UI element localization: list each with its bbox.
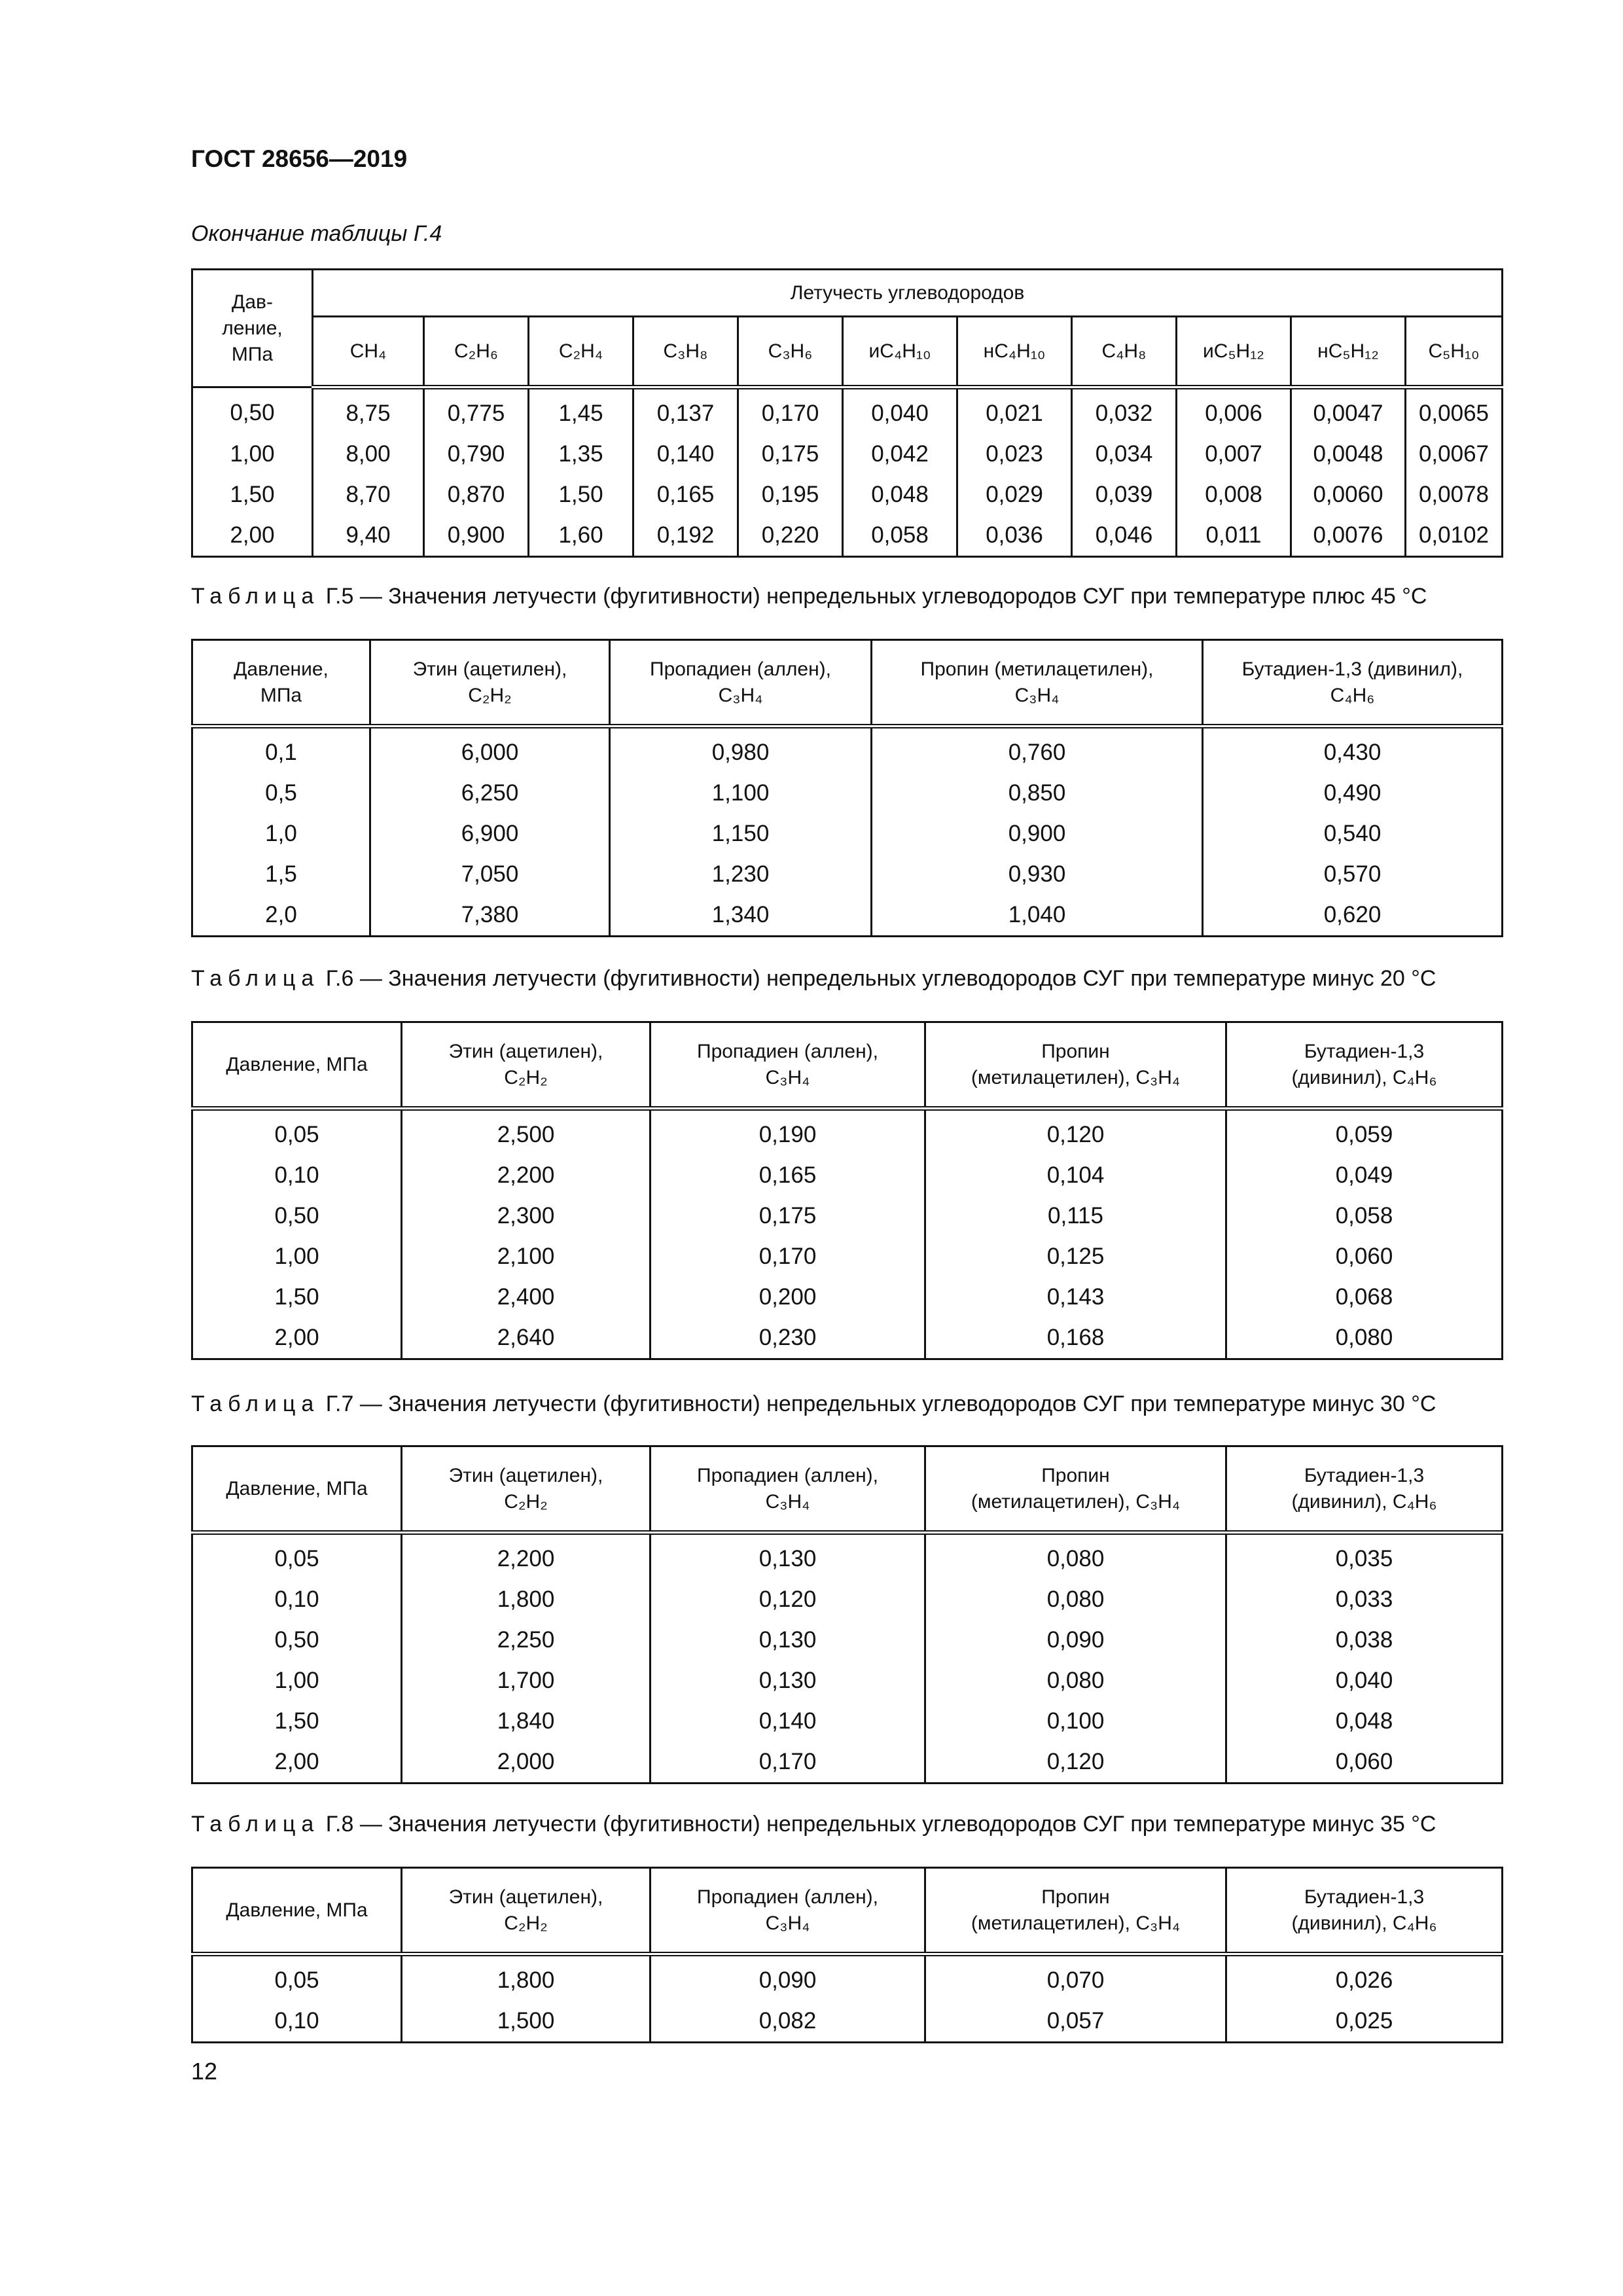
table-cell: 1,040 <box>872 895 1203 937</box>
header-column-4: Бутадиен-1,3 (дивинил), C₄H₆ <box>1226 1446 1503 1533</box>
table-row <box>192 814 1503 854</box>
table-cell: 7,380 <box>370 895 610 937</box>
table-cell: 2,00 <box>192 1742 402 1784</box>
table-cell: 0,430 <box>1203 726 1503 774</box>
table-label: Таблица <box>191 1812 320 1837</box>
table-cell: 0,048 <box>843 475 957 515</box>
table-g7-caption <box>191 1391 1436 1417</box>
header-column-4: Бутадиен-1,3 (дивинил), C₄H₆ <box>1203 640 1503 726</box>
table-cell: 0,058 <box>1226 1196 1503 1236</box>
table-cell: 0,0065 <box>1406 387 1503 435</box>
header-column-7: C₄H₈ <box>1072 317 1177 387</box>
table-cell: 0,060 <box>1226 1742 1503 1784</box>
header-column-1: Этин (ацетилен), C₂H₂ <box>402 1446 651 1533</box>
header-column-0: CH₄ <box>313 317 424 387</box>
table-cell: 0,100 <box>925 1701 1226 1742</box>
table-label: Таблица <box>191 584 320 609</box>
table-cell: 0,034 <box>1072 434 1177 475</box>
table-cell: 0,143 <box>925 1277 1226 1318</box>
table-cell: 0,50 <box>192 387 313 435</box>
table-cell: 0,170 <box>651 1742 925 1784</box>
table-cell: 0,0067 <box>1406 434 1503 475</box>
table-cell: 2,200 <box>402 1155 651 1196</box>
table-cell: 0,170 <box>651 1236 925 1277</box>
table-cell: 0,070 <box>925 1954 1226 2001</box>
table-title: Г.5 — Значения летучести (фугитивности) непредельных углеводородов СУГ при температуре плюс 45 °C <box>319 584 1427 609</box>
table-cell: 0,130 <box>651 1660 925 1701</box>
table-cell: 0,870 <box>424 475 529 515</box>
table-cell: 1,50 <box>529 475 633 515</box>
table-cell: 1,0 <box>192 814 370 854</box>
table-row <box>192 1155 1503 1196</box>
table-cell: 0,0078 <box>1406 475 1503 515</box>
table-cell: 0,082 <box>651 2001 925 2043</box>
table-row <box>192 1620 1503 1660</box>
header-column-0: Давление, МПа <box>192 1022 402 1109</box>
table-cell: 1,00 <box>192 434 313 475</box>
table-cell: 0,090 <box>925 1620 1226 1660</box>
table-row <box>192 475 1503 515</box>
header-pressure: Дав- ление, МПа <box>192 270 313 387</box>
header-column-1: C₂H₆ <box>424 317 529 387</box>
table-cell: 0,068 <box>1226 1277 1503 1318</box>
table-g8 <box>191 1867 1503 2043</box>
table-cell: 0,026 <box>1226 1954 1503 2001</box>
table-row <box>192 1701 1503 1742</box>
table-cell: 1,50 <box>192 475 313 515</box>
table-cell: 6,250 <box>370 773 610 814</box>
table-cell: 0,850 <box>872 773 1203 814</box>
table-g6-caption <box>191 966 1436 992</box>
table-row <box>192 1277 1503 1318</box>
table-cell: 1,500 <box>402 2001 651 2043</box>
table-cell: 1,230 <box>610 854 872 895</box>
table-row <box>192 515 1503 557</box>
table-cell: 0,090 <box>651 1954 925 2001</box>
table-row <box>192 773 1503 814</box>
table-cell: 1,340 <box>610 895 872 937</box>
table-cell: 0,05 <box>192 1954 402 2001</box>
table-cell: 2,200 <box>402 1533 651 1580</box>
table-cell: 2,500 <box>402 1109 651 1156</box>
table-cell: 0,038 <box>1226 1620 1503 1660</box>
table-cell: 0,008 <box>1177 475 1291 515</box>
header-column-1: Этин (ацетилен), C₂H₂ <box>402 1868 651 1954</box>
table-title: Г.7 — Значения летучести (фугитивности) непредельных углеводородов СУГ при температуре минус 30 °C <box>319 1391 1436 1416</box>
table-cell: 0,040 <box>843 387 957 435</box>
table-cell: 0,104 <box>925 1155 1226 1196</box>
table-row <box>192 1236 1503 1277</box>
table-cell: 1,800 <box>402 1954 651 2001</box>
table-cell: 0,140 <box>651 1701 925 1742</box>
table-row <box>192 1109 1503 1156</box>
table-cell: 1,45 <box>529 387 633 435</box>
header-column-1: Этин (ацетилен), C₂H₂ <box>402 1022 651 1109</box>
table-title: Г.8 — Значения летучести (фугитивности) непредельных углеводородов СУГ при температуре минус 35 °C <box>319 1812 1436 1837</box>
table-g5-caption <box>191 584 1427 609</box>
table-cell: 0,490 <box>1203 773 1503 814</box>
table-cell: 1,150 <box>610 814 872 854</box>
table-cell: 0,570 <box>1203 854 1503 895</box>
table-row <box>192 1579 1503 1620</box>
table-cell: 2,640 <box>402 1318 651 1359</box>
table-cell: 0,059 <box>1226 1109 1503 1156</box>
table-cell: 2,400 <box>402 1277 651 1318</box>
table-cell: 0,080 <box>1226 1318 1503 1359</box>
table-cell: 0,165 <box>651 1155 925 1196</box>
table-cell: 8,70 <box>313 475 424 515</box>
table-cell: 1,60 <box>529 515 633 557</box>
table-g6 <box>191 1021 1503 1360</box>
table-cell: 0,1 <box>192 726 370 774</box>
header-column-4: Бутадиен-1,3 (дивинил), C₄H₆ <box>1226 1868 1503 1954</box>
header-column-3: Пропин (метилацетилен), C₃H₄ <box>925 1868 1226 1954</box>
table-g7 <box>191 1445 1503 1784</box>
header-column-2: C₂H₄ <box>529 317 633 387</box>
table-cell: 0,021 <box>957 387 1072 435</box>
table-cell: 0,080 <box>925 1533 1226 1580</box>
table-cell: 1,100 <box>610 773 872 814</box>
table-cell: 0,120 <box>925 1109 1226 1156</box>
table-row <box>192 1660 1503 1701</box>
table-cell: 0,039 <box>1072 475 1177 515</box>
table-row <box>192 1318 1503 1359</box>
table-cell: 1,800 <box>402 1579 651 1620</box>
table-cell: 0,620 <box>1203 895 1503 937</box>
table-cell: 0,0076 <box>1291 515 1406 557</box>
header-column-2: Пропадиен (аллен), C₃H₄ <box>651 1022 925 1109</box>
table-cell: 0,032 <box>1072 387 1177 435</box>
table-cell: 0,10 <box>192 2001 402 2043</box>
table-cell: 0,170 <box>738 387 843 435</box>
table-cell: 0,760 <box>872 726 1203 774</box>
table-cell: 0,011 <box>1177 515 1291 557</box>
table-cell: 9,40 <box>313 515 424 557</box>
table-cell: 0,120 <box>925 1742 1226 1784</box>
table-cell: 0,080 <box>925 1660 1226 1701</box>
table-cell: 1,840 <box>402 1701 651 1742</box>
header-column-5: иC₄H₁₀ <box>843 317 957 387</box>
table-cell: 0,930 <box>872 854 1203 895</box>
table-title: Г.6 — Значения летучести (фугитивности) непредельных углеводородов СУГ при температуре минус 20 °C <box>319 966 1436 991</box>
table-cell: 0,057 <box>925 2001 1226 2043</box>
table-cell: 0,10 <box>192 1579 402 1620</box>
table-row <box>192 726 1503 774</box>
table-row <box>192 1742 1503 1784</box>
table-cell: 8,75 <box>313 387 424 435</box>
table-cell: 0,900 <box>872 814 1203 854</box>
header-column-6: нC₄H₁₀ <box>957 317 1072 387</box>
header-column-10: C₅H₁₀ <box>1406 317 1503 387</box>
table-cell: 0,125 <box>925 1236 1226 1277</box>
table-cell: 0,137 <box>633 387 738 435</box>
document-header: ГОСТ 28656—2019 <box>191 145 408 172</box>
table-row <box>192 1196 1503 1236</box>
table-cell: 0,049 <box>1226 1155 1503 1196</box>
table-cell: 0,120 <box>651 1579 925 1620</box>
table-cell: 0,0048 <box>1291 434 1406 475</box>
table-cell: 2,00 <box>192 515 313 557</box>
header-column-2: Пропадиен (аллен), C₃H₄ <box>651 1446 925 1533</box>
table-row <box>192 895 1503 937</box>
header-column-1: Этин (ацетилен), C₂H₂ <box>370 640 610 726</box>
table-g5 <box>191 639 1503 937</box>
page-number: 12 <box>191 2058 218 2085</box>
table-cell: 0,042 <box>843 434 957 475</box>
table-row <box>192 387 1503 435</box>
table-row <box>192 1533 1503 1580</box>
table-cell: 0,130 <box>651 1533 925 1580</box>
table-cell: 2,000 <box>402 1742 651 1784</box>
table-cell: 0,190 <box>651 1109 925 1156</box>
table-cell: 0,035 <box>1226 1533 1503 1580</box>
table-row <box>192 854 1503 895</box>
table-cell: 0,0102 <box>1406 515 1503 557</box>
table-cell: 2,300 <box>402 1196 651 1236</box>
table-cell: 0,006 <box>1177 387 1291 435</box>
table-cell: 0,50 <box>192 1620 402 1660</box>
table-cell: 0,790 <box>424 434 529 475</box>
table-cell: 0,220 <box>738 515 843 557</box>
header-column-3: C₃H₈ <box>633 317 738 387</box>
table-cell: 0,058 <box>843 515 957 557</box>
table-cell: 0,0060 <box>1291 475 1406 515</box>
table-cell: 6,000 <box>370 726 610 774</box>
table-cell: 1,00 <box>192 1236 402 1277</box>
table-label: Таблица <box>191 966 320 991</box>
table-cell: 0,040 <box>1226 1660 1503 1701</box>
table-cell: 0,195 <box>738 475 843 515</box>
table-cell: 2,100 <box>402 1236 651 1277</box>
table-cell: 2,00 <box>192 1318 402 1359</box>
table-cell: 0,029 <box>957 475 1072 515</box>
table-cell: 0,025 <box>1226 2001 1503 2043</box>
table-cell: 0,033 <box>1226 1579 1503 1620</box>
table-g4 <box>191 268 1503 558</box>
header-column-4: Бутадиен-1,3 (дивинил), C₄H₆ <box>1226 1022 1503 1109</box>
table-g8-caption <box>191 1812 1436 1837</box>
header-column-0: Давление, МПа <box>192 1446 402 1533</box>
table-cell: 0,230 <box>651 1318 925 1359</box>
table-cell: 1,35 <box>529 434 633 475</box>
header-column-3: Пропин (метилацетилен), C₃H₄ <box>925 1022 1226 1109</box>
table-cell: 0,50 <box>192 1196 402 1236</box>
header-column-8: иC₅H₁₂ <box>1177 317 1291 387</box>
header-column-4: C₃H₆ <box>738 317 843 387</box>
table-cell: 0,060 <box>1226 1236 1503 1277</box>
table-cell: 1,50 <box>192 1701 402 1742</box>
table-cell: 0,036 <box>957 515 1072 557</box>
table-cell: 1,50 <box>192 1277 402 1318</box>
header-column-0: Давление, МПа <box>192 640 370 726</box>
table-cell: 0,775 <box>424 387 529 435</box>
table-cell: 0,023 <box>957 434 1072 475</box>
header-column-0: Давление, МПа <box>192 1868 402 1954</box>
header-column-2: Пропадиен (аллен), C₃H₄ <box>610 640 872 726</box>
table-cell: 0,5 <box>192 773 370 814</box>
header-volatility-group: Летучесть углеводородов <box>313 270 1503 317</box>
table-cell: 0,0047 <box>1291 387 1406 435</box>
table-cell: 0,980 <box>610 726 872 774</box>
table-g4-caption: Окончание таблицы Г.4 <box>191 221 442 246</box>
header-column-3: Пропин (метилацетилен), C₃H₄ <box>925 1446 1226 1533</box>
table-row <box>192 434 1503 475</box>
table-cell: 0,200 <box>651 1277 925 1318</box>
table-cell: 0,900 <box>424 515 529 557</box>
header-column-2: Пропадиен (аллен), C₃H₄ <box>651 1868 925 1954</box>
table-cell: 6,900 <box>370 814 610 854</box>
table-cell: 0,115 <box>925 1196 1226 1236</box>
table-cell: 7,050 <box>370 854 610 895</box>
table-cell: 1,5 <box>192 854 370 895</box>
table-cell: 2,250 <box>402 1620 651 1660</box>
table-cell: 8,00 <box>313 434 424 475</box>
table-cell: 0,165 <box>633 475 738 515</box>
table-row <box>192 2001 1503 2043</box>
table-cell: 0,05 <box>192 1109 402 1156</box>
table-cell: 0,192 <box>633 515 738 557</box>
table-cell: 1,700 <box>402 1660 651 1701</box>
table-label: Таблица <box>191 1391 320 1416</box>
table-cell: 0,080 <box>925 1579 1226 1620</box>
table-cell: 0,175 <box>738 434 843 475</box>
table-cell: 0,540 <box>1203 814 1503 854</box>
table-cell: 0,140 <box>633 434 738 475</box>
table-cell: 0,175 <box>651 1196 925 1236</box>
table-cell: 0,10 <box>192 1155 402 1196</box>
table-cell: 0,05 <box>192 1533 402 1580</box>
table-cell: 1,00 <box>192 1660 402 1701</box>
table-cell: 0,007 <box>1177 434 1291 475</box>
table-cell: 0,168 <box>925 1318 1226 1359</box>
table-cell: 0,048 <box>1226 1701 1503 1742</box>
table-row <box>192 1954 1503 2001</box>
header-column-3: Пропин (метилацетилен), C₃H₄ <box>872 640 1203 726</box>
table-cell: 0,130 <box>651 1620 925 1660</box>
table-cell: 0,046 <box>1072 515 1177 557</box>
table-cell: 2,0 <box>192 895 370 937</box>
header-column-9: нC₅H₁₂ <box>1291 317 1406 387</box>
